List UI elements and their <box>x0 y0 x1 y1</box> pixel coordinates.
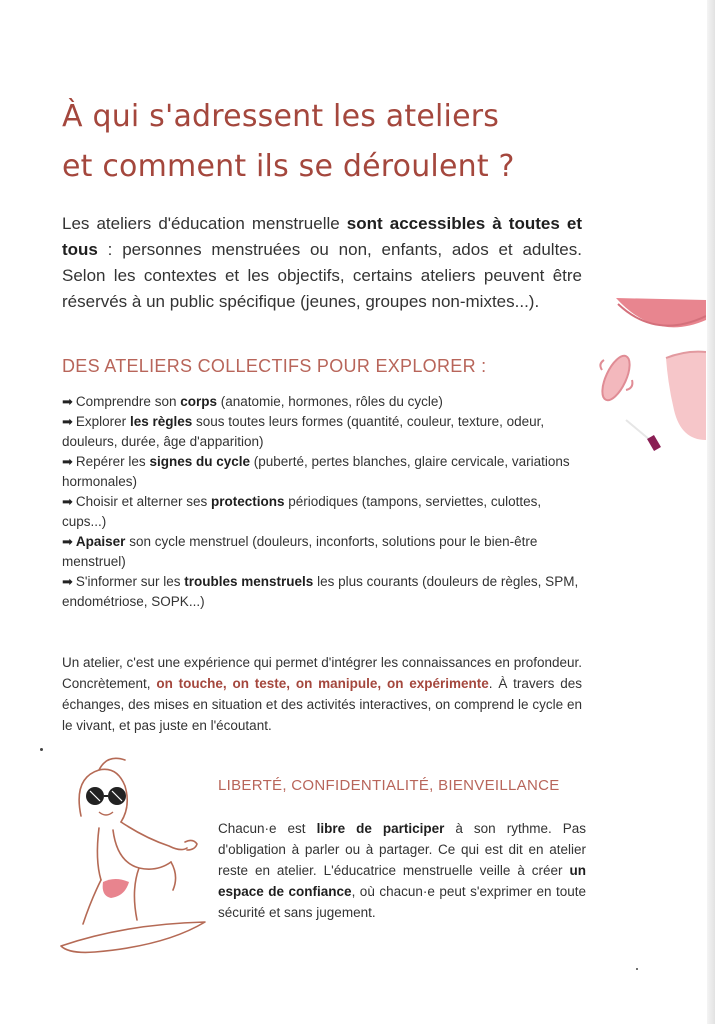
bullet-text: Explorer <box>75 414 130 429</box>
arrow-right-icon: ➡ <box>62 394 73 409</box>
arrow-right-icon: ➡ <box>62 574 73 589</box>
values-text-1: Chacun·e est <box>218 821 317 836</box>
values-bold-1: libre de participer <box>316 821 445 836</box>
experience-text-1: Un atelier, c'est une expérience qui permet d'intégrer les connaissances en profondeur. Concrètement, <box>62 655 582 691</box>
intro-text-2: : personnes menstruées ou non, enfants, ados et adultes. Selon les contextes et les objectifs, certains ateliers peuvent être réservés à un public spécifique (jeunes, groupes non-mixtes...). <box>62 240 582 311</box>
surfer-uterus-illustration <box>55 750 215 960</box>
list-item <box>62 452 582 492</box>
values-bold-2: un espace de confiance <box>218 863 586 899</box>
bullet-text: périodiques (tampons, serviettes, culottes, cups...) <box>62 494 542 529</box>
section-heading-explore: DES ATELIERS COLLECTIFS POUR EXPLORER : <box>62 356 487 376</box>
bullet-bold: corps <box>180 394 217 409</box>
experience-highlight: on touche, on teste, on manipule, on expérimente <box>156 676 489 691</box>
title-line-2: et comment ils se déroulent ? <box>62 149 515 184</box>
bullet-text: sous toutes leurs formes (quantité, couleur, texture, odeur, douleurs, durée, âge d'apparition) <box>62 414 545 449</box>
bullet-bold: protections <box>210 494 285 509</box>
bullet-text: Choisir et alterner ses <box>75 494 211 509</box>
values-text-2: à son rythme. Pas d'obligation à parler ou à partager. Ce qui est dit en atelier reste en atelier. L'éducatrice menstruelle veille à créer <box>218 821 586 878</box>
bullet-text: son cycle menstruel (douleurs, inconforts, solutions pour le bien-être menstruel) <box>62 534 538 569</box>
tampon-icon <box>647 435 661 451</box>
list-item <box>62 392 582 412</box>
intro-bold-1: sont accessibles à toutes et tous <box>62 214 582 259</box>
bullet-bold: Apaiser <box>75 534 126 549</box>
arrow-right-icon: ➡ <box>62 494 73 509</box>
intro-text-1: Les ateliers d'éducation menstruelle <box>62 214 347 233</box>
list-item <box>62 532 582 572</box>
speck <box>40 748 43 751</box>
bullet-bold: les règles <box>129 414 193 429</box>
arrow-right-icon: ➡ <box>62 454 73 469</box>
list-item <box>62 412 582 452</box>
bullet-text: S'informer sur les <box>75 574 185 589</box>
bullet-text: Comprendre son <box>75 394 181 409</box>
menstrual-products-illustration <box>596 290 706 480</box>
menstrual-cup-icon <box>666 352 706 440</box>
arrow-right-icon: ➡ <box>62 534 73 549</box>
title-line-1: À qui s'adressent les ateliers <box>62 99 500 134</box>
list-item <box>62 492 582 532</box>
intro-paragraph <box>62 211 582 315</box>
arrow-right-icon: ➡ <box>62 414 73 429</box>
section-heading-values: LIBERTÉ, CONFIDENTIALITÉ, BIENVEILLANCE <box>218 777 560 794</box>
bullet-bold: signes du cycle <box>149 454 250 469</box>
bullet-list <box>62 392 582 612</box>
swimwear-shape <box>103 879 129 898</box>
bullet-text: (puberté, pertes blanches, glaire cervicale, variations hormonales) <box>62 454 570 489</box>
speck <box>636 968 638 970</box>
bullet-text: les plus courants (douleurs de règles, SPM, endométriose, SOPK...) <box>62 574 579 609</box>
list-item <box>62 572 582 612</box>
values-paragraph <box>218 818 586 923</box>
page-edge-shadow <box>707 0 715 1024</box>
experience-text-2: . À travers des échanges, des mises en situation et des activités interactives, on comprend le cycle en le vivant, et pas juste en l'écoutant. <box>62 676 582 733</box>
values-text-3: , où chacun·e peut s'exprimer en toute sécurité et sans jugement. <box>218 884 587 920</box>
bullet-text: Repérer les <box>75 454 150 469</box>
bullet-text: (anatomie, hormones, rôles du cycle) <box>216 394 443 409</box>
bullet-bold: troubles menstruels <box>184 574 314 589</box>
sunglasses-icon <box>86 787 126 805</box>
experience-paragraph <box>62 652 582 736</box>
page-title <box>62 92 622 192</box>
